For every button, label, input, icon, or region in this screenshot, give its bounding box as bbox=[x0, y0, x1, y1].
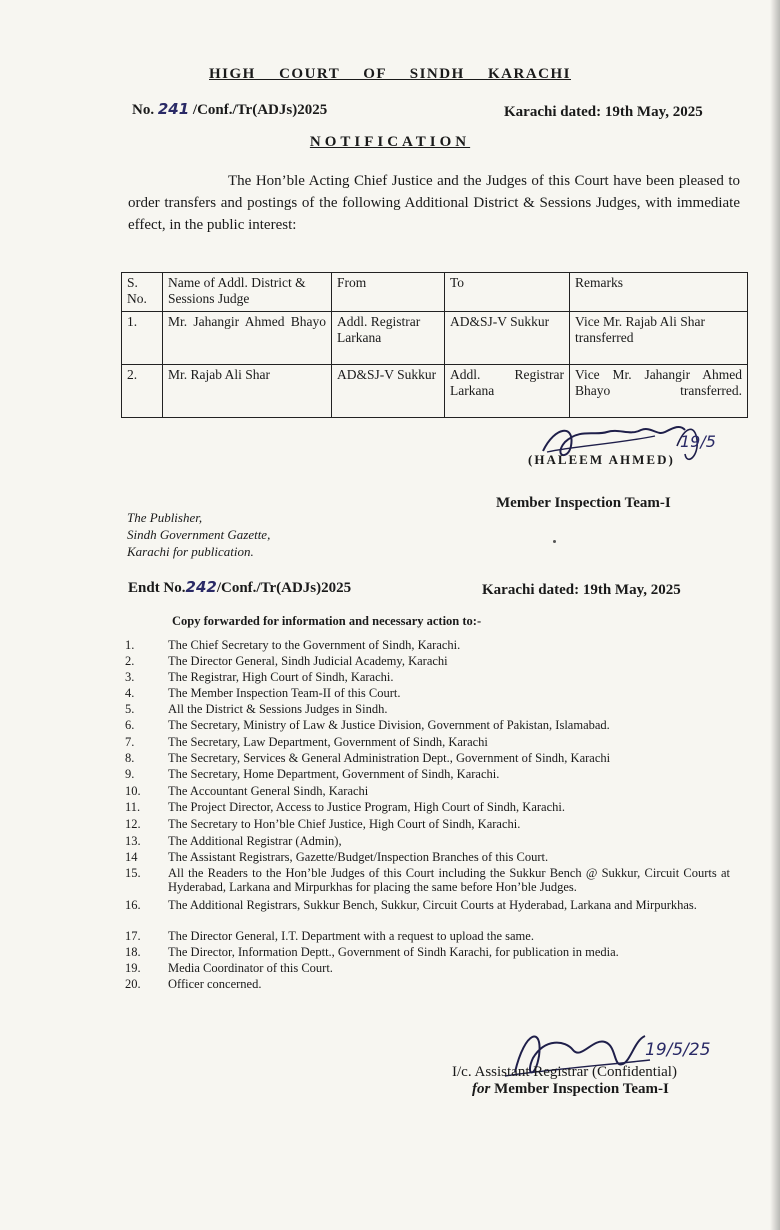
court-title: HIGH COURT OF SINDH KARACHI bbox=[209, 66, 571, 82]
cell-to: AD&SJ-V Sukkur bbox=[445, 312, 570, 365]
list-item-text: The Chief Secretary to the Government of Sindh, Karachi. bbox=[168, 638, 461, 652]
header-sno: S. No. bbox=[122, 273, 163, 312]
header-name: Name of Addl. District & Sessions Judge bbox=[163, 273, 332, 312]
list-item-text: The Additional Registrars, Sukkur Bench, Sukkur, Circuit Courts at Hyderabad, Larkana and Mirpurkhas. bbox=[168, 898, 697, 912]
postings-table bbox=[121, 272, 748, 418]
cell-from: Addl. Registrar Larkana bbox=[332, 312, 445, 365]
list-item-number: 12. bbox=[125, 817, 141, 831]
cell-name: Mr. Jahangir Ahmed Bhayo bbox=[163, 312, 332, 365]
list-item-text: The Secretary, Services & General Administration Dept., Government of Sindh, Karachi bbox=[168, 751, 611, 765]
assistant-registrar-line: I/c. Assistant Registrar (Confidential) bbox=[452, 1064, 677, 1080]
list-item-number: 18. bbox=[125, 945, 141, 959]
signature-date-handwritten: 19/5 bbox=[680, 432, 716, 451]
endorsement-number-handwritten: 242 bbox=[185, 578, 217, 596]
cell-remarks: Vice Mr. Jahangir Ahmed Bhayo transferred. bbox=[570, 365, 748, 418]
notification-date-text: Karachi dated: 19th May, 2025 bbox=[504, 104, 703, 120]
publisher-line: The Publisher, bbox=[127, 510, 203, 525]
list-item-text: The Assistant Registrars, Gazette/Budget/Inspection Branches of this Court. bbox=[168, 850, 549, 864]
list-item-text: Officer concerned. bbox=[168, 977, 262, 991]
header-remarks: Remarks bbox=[570, 273, 748, 312]
list-item-number: 5. bbox=[125, 702, 135, 716]
list-item-number: 1. bbox=[125, 638, 135, 652]
cell-to: Addl. Registrar Larkana bbox=[445, 365, 570, 418]
cell-sno: 2. bbox=[122, 365, 163, 418]
list-item-number: 10. bbox=[125, 784, 141, 798]
list-item-number: 9. bbox=[125, 767, 135, 781]
list-item-text: The Secretary, Law Department, Government of Sindh, Karachi bbox=[168, 735, 488, 749]
list-item-text: The Project Director, Access to Justice Program, High Court of Sindh, Karachi. bbox=[168, 800, 565, 814]
speck bbox=[553, 540, 556, 543]
list-item-number: 17. bbox=[125, 929, 141, 943]
list-item-text: The Secretary, Ministry of Law & Justice Division, Government of Pakistan, Islamabad. bbox=[168, 718, 610, 732]
list-item-number: 19. bbox=[125, 961, 141, 975]
list-item-number: 7. bbox=[125, 735, 135, 749]
table-header-row bbox=[122, 273, 748, 312]
list-item-text: All the Readers to the Hon’ble Judges of this Court including the Sukkur Bench @ Sukkur, Circuit Courts at Hyderabad, Larkana and Mirpurkhas for placing the same before Hon’ble Judges. bbox=[168, 866, 730, 894]
list-item-text: Media Coordinator of this Court. bbox=[168, 961, 333, 975]
table-row bbox=[122, 312, 748, 365]
publisher-line: Sindh Government Gazette, bbox=[127, 527, 271, 542]
list-item-number: 3. bbox=[125, 670, 135, 684]
publisher-line: Karachi for publication. bbox=[127, 544, 254, 559]
notification-number-prefix: No. bbox=[132, 102, 155, 118]
publisher-block bbox=[127, 509, 347, 560]
endorsement-number bbox=[128, 578, 351, 597]
list-item-text: The Additional Registrar (Admin), bbox=[168, 834, 342, 848]
list-item-text: All the District & Sessions Judges in Sindh. bbox=[168, 702, 388, 716]
list-item-number: 11. bbox=[125, 800, 141, 814]
notification-number bbox=[132, 100, 327, 119]
list-item-number: 14 bbox=[125, 850, 138, 864]
notification-date bbox=[504, 104, 703, 121]
notification-number-suffix: /Conf./Tr(ADJs)2025 bbox=[189, 102, 328, 118]
notification-title: NOTIFICATION bbox=[309, 134, 471, 150]
copy-forwarded-line: Copy forwarded for information and necessary action to:- bbox=[172, 614, 482, 628]
signer-name: (HALEEM AHMED) bbox=[528, 452, 675, 467]
list-item-number: 13. bbox=[125, 834, 141, 848]
scan-edge-shadow bbox=[770, 0, 780, 1230]
header-from: From bbox=[332, 273, 445, 312]
endorsement-date: Karachi dated: 19th May, 2025 bbox=[482, 582, 681, 598]
list-item-text: The Registrar, High Court of Sindh, Karachi. bbox=[168, 670, 394, 684]
list-item-text: The Secretary to Hon’ble Chief Justice, High Court of Sindh, Karachi. bbox=[168, 817, 521, 831]
endorsement-number-prefix: Endt No. bbox=[128, 580, 186, 596]
list-item-text: The Accountant General Sindh, Karachi bbox=[168, 784, 369, 798]
list-item-number: 8. bbox=[125, 751, 135, 765]
list-item-number: 2. bbox=[125, 654, 135, 668]
notification-number-handwritten: 241 bbox=[157, 100, 190, 118]
for-word: for bbox=[472, 1081, 491, 1097]
cell-from: AD&SJ-V Sukkur bbox=[332, 365, 445, 418]
list-item-number: 4. bbox=[125, 686, 135, 700]
member-inspection-text: Member Inspection Team-I bbox=[490, 1081, 669, 1097]
list-item-text: The Director General, Sindh Judicial Academy, Karachi bbox=[168, 654, 448, 668]
header-to: To bbox=[445, 273, 570, 312]
endorsement-number-suffix: /Conf./Tr(ADJs)2025 bbox=[216, 580, 352, 596]
intro-paragraph: The Hon’ble Acting Chief Justice and the Judges of this Court have been pleased to order transfers and postings of the following Additional District & Sessions Judges, with immediate effect, in the public interest: bbox=[128, 173, 740, 233]
list-item-text: The Member Inspection Team-II of this Court. bbox=[168, 686, 401, 700]
cell-remarks: Vice Mr. Rajab Ali Shar transferred bbox=[570, 312, 748, 365]
list-item-text: The Director, Information Deptt., Government of Sindh Karachi, for publication in media. bbox=[168, 945, 619, 959]
list-item-number: 16. bbox=[125, 898, 141, 912]
cell-sno: 1. bbox=[122, 312, 163, 365]
member-inspection-line bbox=[472, 1081, 669, 1098]
signer-designation: Member Inspection Team-I bbox=[496, 495, 671, 511]
cell-name: Mr. Rajab Ali Shar bbox=[163, 365, 332, 418]
list-item-number: 20. bbox=[125, 977, 141, 991]
list-item-number: 6. bbox=[125, 718, 135, 732]
list-item-number: 15. bbox=[125, 866, 141, 880]
list-item-text: The Secretary, Home Department, Government of Sindh, Karachi. bbox=[168, 767, 500, 781]
registrar-date-handwritten: 19/5/25 bbox=[645, 1040, 711, 1060]
list-item-text: The Director General, I.T. Department with a request to upload the same. bbox=[168, 929, 534, 943]
